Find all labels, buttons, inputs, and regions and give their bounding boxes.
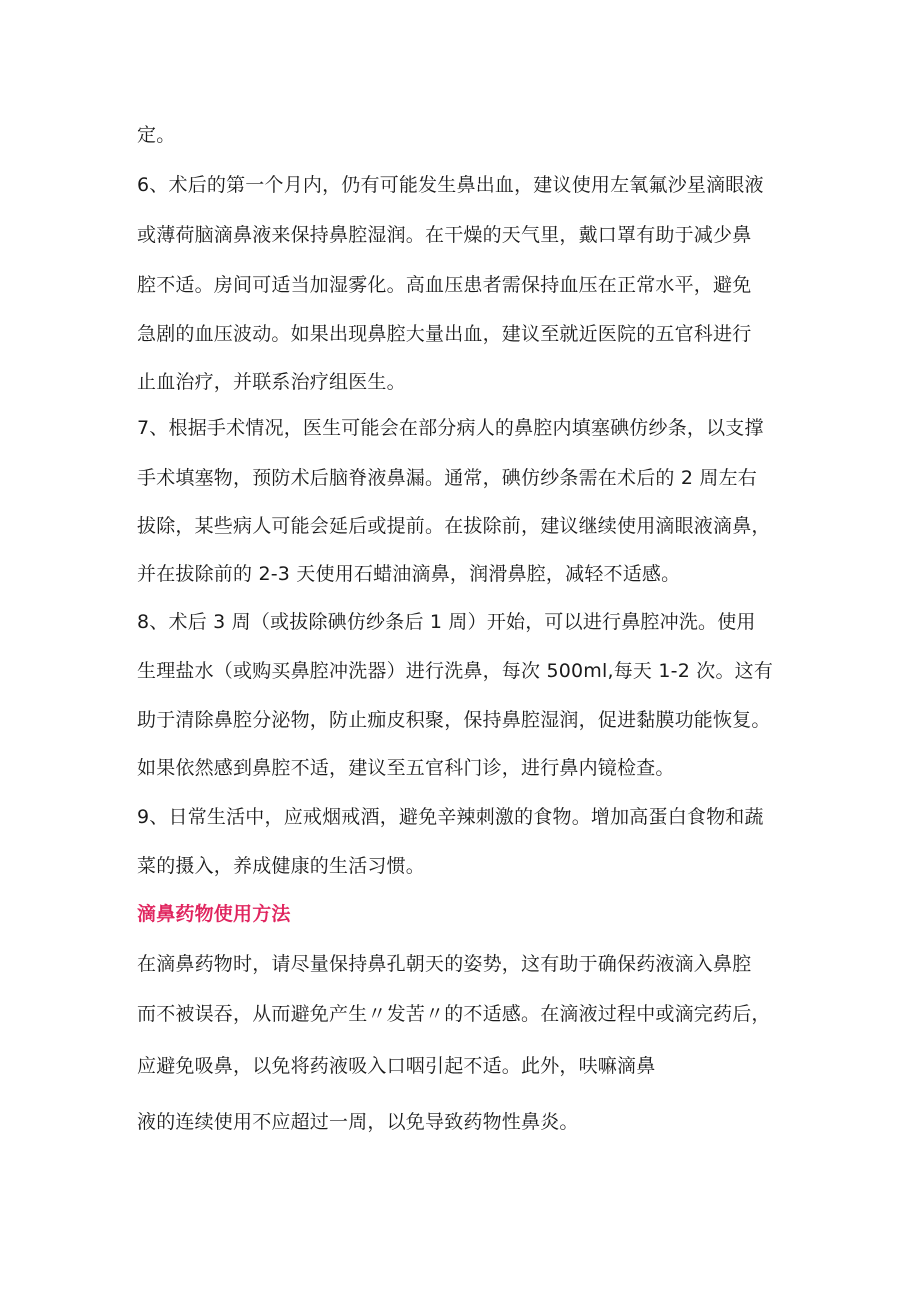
item-6-line: 或薄荷脑滴鼻液来保持鼻腔湿润。在干燥的天气里，戴口罩有助于减少鼻 bbox=[137, 224, 752, 246]
section-line: 在滴鼻药物时，请尽量保持鼻孔朝天的姿势，这有助于确保药液滴入鼻腔 bbox=[137, 953, 752, 975]
item-9-line: 菜的摄入，养成健康的生活习惯。 bbox=[137, 855, 426, 877]
item-9-line: 9、日常生活中，应戒烟戒酒，避免辛辣刺激的食物。增加高蛋白食物和蔬 bbox=[137, 806, 764, 828]
item-6-line: 止血治疗，并联系治疗组医生。 bbox=[137, 371, 406, 393]
section-heading: 滴鼻药物使用方法 bbox=[137, 903, 291, 925]
item-8-line: 如果依然感到鼻腔不适，建议至五官科门诊，进行鼻内镜检查。 bbox=[137, 757, 675, 779]
item-6-line: 急剧的血压波动。如果出现鼻腔大量出血，建议至就近医院的五官科进行 bbox=[137, 323, 752, 345]
item-7-line: 拔除，某些病人可能会延后或提前。在拔除前，建议继续使用滴眼液滴鼻， bbox=[137, 515, 771, 537]
item-8-line: 8、术后 3 周（或拔除碘仿纱条后 1 周）开始，可以进行鼻腔冲洗。使用 bbox=[137, 611, 756, 633]
item-8-line: 助于清除鼻腔分泌物，防止痂皮积聚，保持鼻腔湿润，促进黏膜功能恢复。 bbox=[137, 709, 771, 731]
item-6-line: 腔不适。房间可适当加湿雾化。高血压患者需保持血压在正常水平，避免 bbox=[137, 274, 752, 296]
item-7-line: 并在拔除前的 2-3 天使用石蜡油滴鼻，润滑鼻腔，减轻不适感。 bbox=[137, 563, 681, 585]
section-line: 应避免吸鼻，以免将药液吸入口咽引起不适。此外，呋嘛滴鼻 bbox=[137, 1055, 656, 1077]
item-6-line: 6、术后的第一个月内，仍有可能发生鼻出血，建议使用左氧氟沙星滴眼液 bbox=[137, 174, 764, 196]
item-7-line: 7、根据手术情况，医生可能会在部分病人的鼻腔内填塞碘仿纱条，以支撑 bbox=[137, 417, 764, 439]
text-line: 定。 bbox=[137, 124, 176, 146]
item-7-line: 手术填塞物，预防术后脑脊液鼻漏。通常，碘仿纱条需在术后的 2 周左右 bbox=[137, 467, 757, 489]
item-8-line: 生理盐水（或购买鼻腔冲洗器）进行洗鼻，每次 500ml,每天 1-2 次。这有 bbox=[137, 660, 774, 682]
section-line: 液的连续使用不应超过一周，以免导致药物性鼻炎。 bbox=[137, 1111, 579, 1133]
section-line: 而不被误吞，从而避免产生〃发苦〃的不适感。在滴液过程中或滴完药后， bbox=[137, 1003, 771, 1025]
